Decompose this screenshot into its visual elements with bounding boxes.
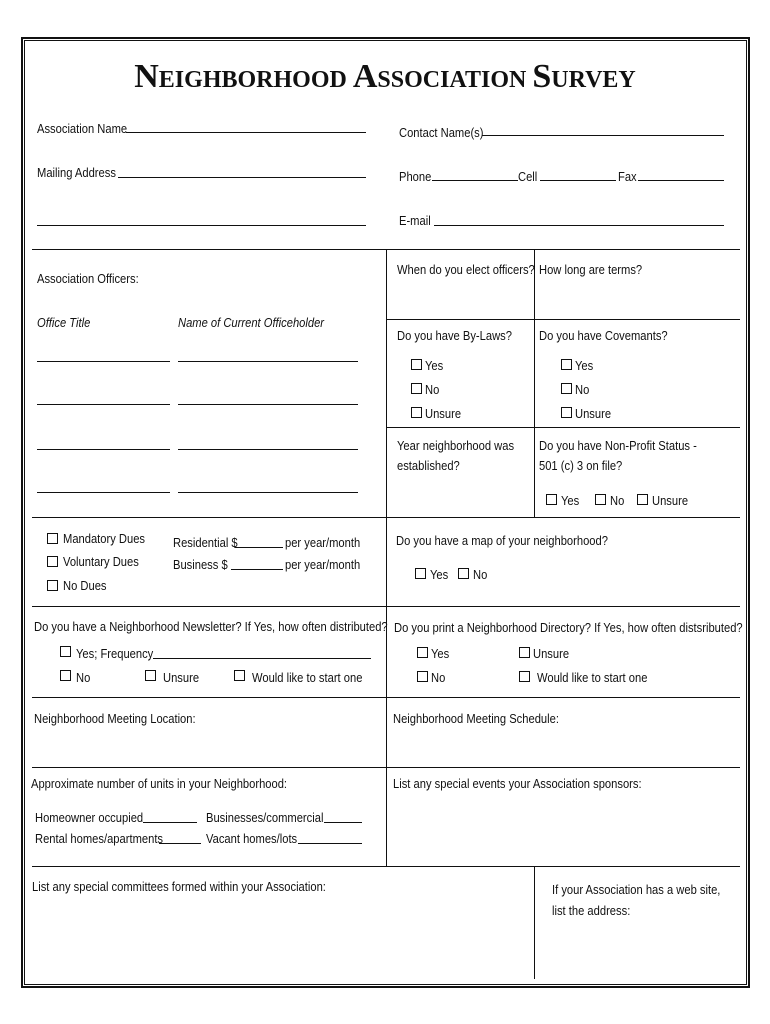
- title-cap-3: S: [532, 58, 552, 95]
- bylaws-no-checkbox[interactable]: [411, 383, 422, 394]
- directory-no-checkbox[interactable]: [417, 671, 428, 682]
- directory-no-label: No: [431, 670, 446, 685]
- title-cap-2: A: [352, 58, 378, 95]
- officers-col-name: Name of Current Officeholder: [178, 315, 325, 330]
- vacant-field[interactable]: [298, 843, 362, 844]
- nonprofit-line2: 501 (c) 3 on file?: [539, 458, 623, 473]
- events-heading: List any special events your Association sponsors:: [393, 776, 642, 791]
- newsletter-start-checkbox[interactable]: [234, 670, 245, 681]
- nonprofit-unsure-label: Unsure: [652, 493, 689, 508]
- bylaws-unsure-label: Unsure: [425, 406, 462, 421]
- voluntary-dues-label: Voluntary Dues: [63, 554, 139, 569]
- bylaws-question: Do you have By-Laws?: [397, 328, 512, 343]
- directory-question: Do you print a Neighborhood Directory? If Yes, how often distsributed?: [394, 620, 743, 635]
- fax-field[interactable]: [638, 180, 724, 181]
- covenants-yes-label: Yes: [575, 358, 594, 373]
- nonprofit-unsure-checkbox[interactable]: [637, 494, 648, 505]
- map-question: Do you have a map of your neighborhood?: [396, 533, 608, 548]
- newsletter-no-checkbox[interactable]: [60, 670, 71, 681]
- homeowner-label: Homeowner occupied: [35, 810, 144, 825]
- newsletter-yes-label: Yes; Frequency: [76, 646, 154, 661]
- email-field[interactable]: [434, 225, 724, 226]
- elect-terms-label: How long are terms?: [539, 262, 643, 277]
- mailing-address-label: Mailing Address: [37, 165, 116, 180]
- directory-yes-label: Yes: [431, 646, 450, 661]
- no-dues-checkbox[interactable]: [47, 580, 58, 591]
- meeting-schedule-label: Neighborhood Meeting Schedule:: [393, 711, 559, 726]
- title-cap-1: N: [134, 58, 159, 95]
- cell-field[interactable]: [540, 180, 616, 181]
- form-title: [0, 58, 770, 96]
- divider-bylaws: [386, 319, 740, 320]
- newsletter-unsure-label: Unsure: [163, 670, 200, 685]
- residential-per-label: per year/month: [285, 535, 361, 550]
- mailing-address-field-1[interactable]: [118, 177, 366, 178]
- fax-label: Fax: [618, 169, 637, 184]
- newsletter-start-label: Would like to start one: [252, 670, 363, 685]
- right-col-divider: [534, 249, 535, 517]
- nonprofit-yes-checkbox[interactable]: [546, 494, 557, 505]
- officers-heading: Association Officers:: [37, 271, 139, 286]
- residential-dues-field[interactable]: [235, 547, 283, 548]
- contact-names-field[interactable]: [482, 135, 724, 136]
- business-units-field[interactable]: [324, 822, 362, 823]
- covenants-unsure-checkbox[interactable]: [561, 407, 572, 418]
- covenants-yes-checkbox[interactable]: [561, 359, 572, 370]
- map-yes-label: Yes: [430, 567, 449, 582]
- nonprofit-line1: Do you have Non-Profit Status -: [539, 438, 697, 453]
- business-dues-field[interactable]: [231, 569, 283, 570]
- email-label: E-mail: [399, 213, 431, 228]
- covenants-question: Do you have Covemants?: [539, 328, 668, 343]
- divider-committees: [32, 866, 740, 867]
- officeholder-field[interactable]: [178, 361, 358, 362]
- vacant-label: Vacant homes/lots: [206, 831, 298, 846]
- business-units-label: Businesses/commercial: [206, 810, 324, 825]
- nonprofit-yes-label: Yes: [561, 493, 580, 508]
- no-dues-label: No Dues: [63, 578, 107, 593]
- map-no-checkbox[interactable]: [458, 568, 469, 579]
- elect-when-label: When do you elect officers?: [397, 262, 535, 277]
- nonprofit-no-label: No: [610, 493, 625, 508]
- mandatory-dues-label: Mandatory Dues: [63, 531, 146, 546]
- map-no-label: No: [473, 567, 488, 582]
- cell-label: Cell: [518, 169, 538, 184]
- title-rest-2: SSOCIATION: [377, 67, 533, 93]
- website-line2: list the address:: [552, 903, 631, 918]
- business-per-label: per year/month: [285, 557, 361, 572]
- website-line1: If your Association has a web site,: [552, 882, 721, 897]
- directory-start-checkbox[interactable]: [519, 671, 530, 682]
- center-divider: [386, 249, 387, 866]
- directory-unsure-checkbox[interactable]: [519, 647, 530, 658]
- business-dues-label: Business $: [173, 557, 228, 572]
- office-title-field[interactable]: [37, 404, 170, 405]
- mandatory-dues-checkbox[interactable]: [47, 533, 58, 544]
- phone-label: Phone: [399, 169, 432, 184]
- bylaws-yes-checkbox[interactable]: [411, 359, 422, 370]
- residential-dues-label: Residential $: [173, 535, 238, 550]
- directory-start-label: Would like to start one: [537, 670, 648, 685]
- rental-label: Rental homes/apartments: [35, 831, 164, 846]
- newsletter-unsure-checkbox[interactable]: [145, 670, 156, 681]
- voluntary-dues-checkbox[interactable]: [47, 556, 58, 567]
- newsletter-frequency-field[interactable]: [153, 658, 371, 659]
- rental-field[interactable]: [159, 843, 201, 844]
- bylaws-yes-label: Yes: [425, 358, 444, 373]
- website-divider: [534, 866, 535, 979]
- directory-unsure-label: Unsure: [533, 646, 570, 661]
- directory-yes-checkbox[interactable]: [417, 647, 428, 658]
- divider-established: [386, 427, 740, 428]
- covenants-no-checkbox[interactable]: [561, 383, 572, 394]
- contact-names-label: Contact Name(s): [399, 125, 484, 140]
- homeowner-field[interactable]: [143, 822, 197, 823]
- office-title-field[interactable]: [37, 361, 170, 362]
- divider-dues: [32, 517, 740, 518]
- officeholder-field[interactable]: [178, 492, 358, 493]
- bylaws-no-label: No: [425, 382, 440, 397]
- officeholder-field[interactable]: [178, 404, 358, 405]
- newsletter-no-label: No: [76, 670, 91, 685]
- association-name-label: Association Name: [37, 121, 128, 136]
- officeholder-field[interactable]: [178, 449, 358, 450]
- divider-meeting: [32, 697, 740, 698]
- nonprofit-no-checkbox[interactable]: [595, 494, 606, 505]
- covenants-unsure-label: Unsure: [575, 406, 612, 421]
- association-name-field[interactable]: [126, 132, 366, 133]
- office-title-field[interactable]: [37, 449, 170, 450]
- meeting-location-label: Neighborhood Meeting Location:: [34, 711, 196, 726]
- newsletter-question: Do you have a Neighborhood Newsletter? If Yes, how often distributed?: [34, 619, 388, 634]
- title-rest-1: EIGHBORHOOD: [158, 67, 353, 93]
- mailing-address-field-2[interactable]: [37, 225, 366, 226]
- established-line1: Year neighborhood was: [397, 438, 515, 453]
- units-heading: Approximate number of units in your Neighborhood:: [31, 776, 288, 791]
- office-title-field[interactable]: [37, 492, 170, 493]
- phone-field[interactable]: [432, 180, 518, 181]
- newsletter-yes-checkbox[interactable]: [60, 646, 71, 657]
- committees-heading: List any special committees formed within your Association:: [32, 879, 326, 894]
- title-rest-3: URVEY: [551, 67, 636, 93]
- established-line2: established?: [397, 458, 460, 473]
- divider-newsletter: [32, 606, 740, 607]
- bylaws-unsure-checkbox[interactable]: [411, 407, 422, 418]
- map-yes-checkbox[interactable]: [415, 568, 426, 579]
- officers-col-office: Office Title: [37, 315, 91, 330]
- divider-units: [32, 767, 740, 768]
- covenants-no-label: No: [575, 382, 590, 397]
